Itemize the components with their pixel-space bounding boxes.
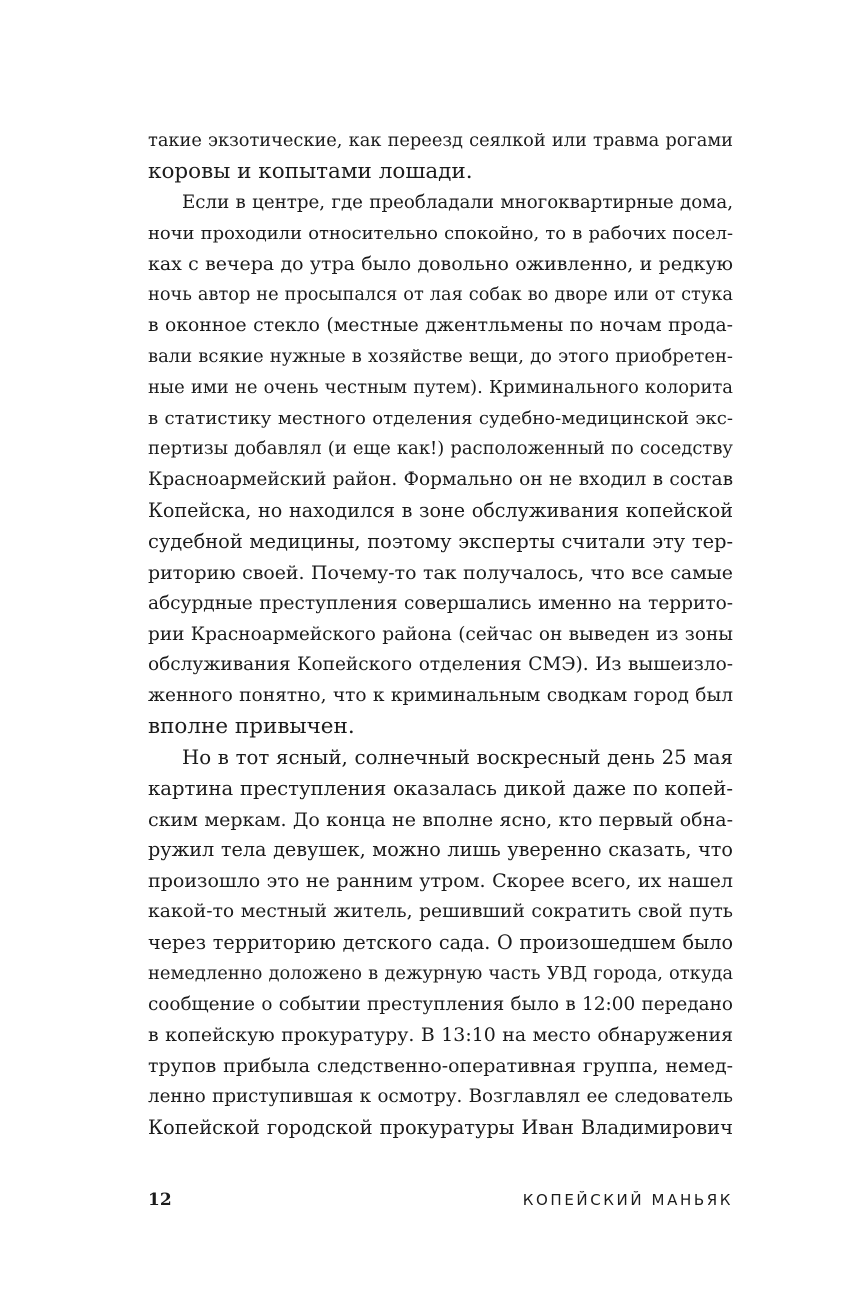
text-line: коровы и копытами лошади.	[148, 158, 473, 184]
text-line: в статистику местного отделения судебно-медицинской экс-	[148, 407, 733, 429]
text-line: Если в центре, где преобладали многоквартирные дома,	[182, 191, 733, 213]
text-line: абсурдные преступления совершались именно на террито-	[148, 592, 733, 614]
text-line: судебной медицины, поэтому эксперты считали эту тер-	[148, 529, 733, 553]
text-line: ским меркам. До конца не вполне ясно, кто первый обна-	[148, 808, 733, 831]
text-line: в копейскую прокуратуру. В 13:10 на место обнаружения	[148, 1024, 733, 1047]
text-line: такие экзотические, как переезд сеялкой или травма рогами	[148, 130, 733, 151]
text-line: Копейска, но находился в зоне обслуживания копейской	[148, 499, 733, 523]
text-line: Но в тот ясный, солнечный воскресный день 25 мая	[182, 745, 733, 769]
text-line: риторию своей. Почему-то так получалось, что все самые	[148, 561, 733, 584]
text-line: ках с вечера до утра было довольно оживленно, и редкую	[148, 253, 733, 276]
text-line: Копейской городской прокуратуры Иван Владимирович	[148, 1116, 733, 1139]
text-line: ночи проходили относительно спокойно, то в рабочих посел-	[148, 222, 733, 244]
text-line: ленно приступившая к осмотру. Возглавлял ее следователь	[148, 1086, 733, 1108]
text-line: какой-то местный житель, решивший сократить свой путь	[148, 901, 733, 923]
text-line: женного понятно, что к криминальным сводкам город был	[148, 685, 733, 707]
text-line: ные ими не очень честным путем). Криминального колорита	[148, 376, 733, 398]
text-line: немедленно доложено в дежурную часть УВД города, откуда	[148, 962, 733, 984]
text-line: вполне привычен.	[148, 714, 355, 740]
text-line: через территорию детского сада. О произошедшем было	[148, 930, 733, 954]
page-number: 12	[148, 1190, 172, 1210]
text-line: вали всякие нужные в хозяйстве вещи, до этого приобретен-	[148, 345, 733, 367]
text-line: Красноармейский район. Формально он не входил в состав	[148, 469, 733, 491]
text-line: рии Красноармейского района (сейчас он выведен из зоны	[148, 623, 733, 645]
text-line: сообщение о событии преступления было в 12:00 передано	[148, 993, 733, 1015]
page-footer	[148, 1185, 733, 1215]
running-title: КОПЕЙСКИЙ МАНЬЯК	[522, 1191, 733, 1209]
body-text	[148, 126, 733, 1144]
text-line: пертизы добавлял (и еще как!) расположенный по соседству	[148, 438, 733, 460]
text-line: трупов прибыла следственно-оперативная группа, немед-	[148, 1055, 733, 1078]
text-line: ружил тела девушек, можно лишь уверенно сказать, что	[148, 838, 733, 862]
text-line: произошло это не ранним утром. Скорее всего, их нашел	[148, 870, 733, 893]
text-line: картина преступления оказалась дикой даже по копей-	[148, 776, 733, 800]
text-line: ночь автор не просыпался от лая собак во дворе или от стука	[148, 285, 733, 306]
text-line: в оконное стекло (местные джентльмены по ночам прода-	[148, 315, 733, 337]
text-line: обслуживания Копейского отделения СМЭ). Из вышеизло-	[148, 654, 733, 676]
